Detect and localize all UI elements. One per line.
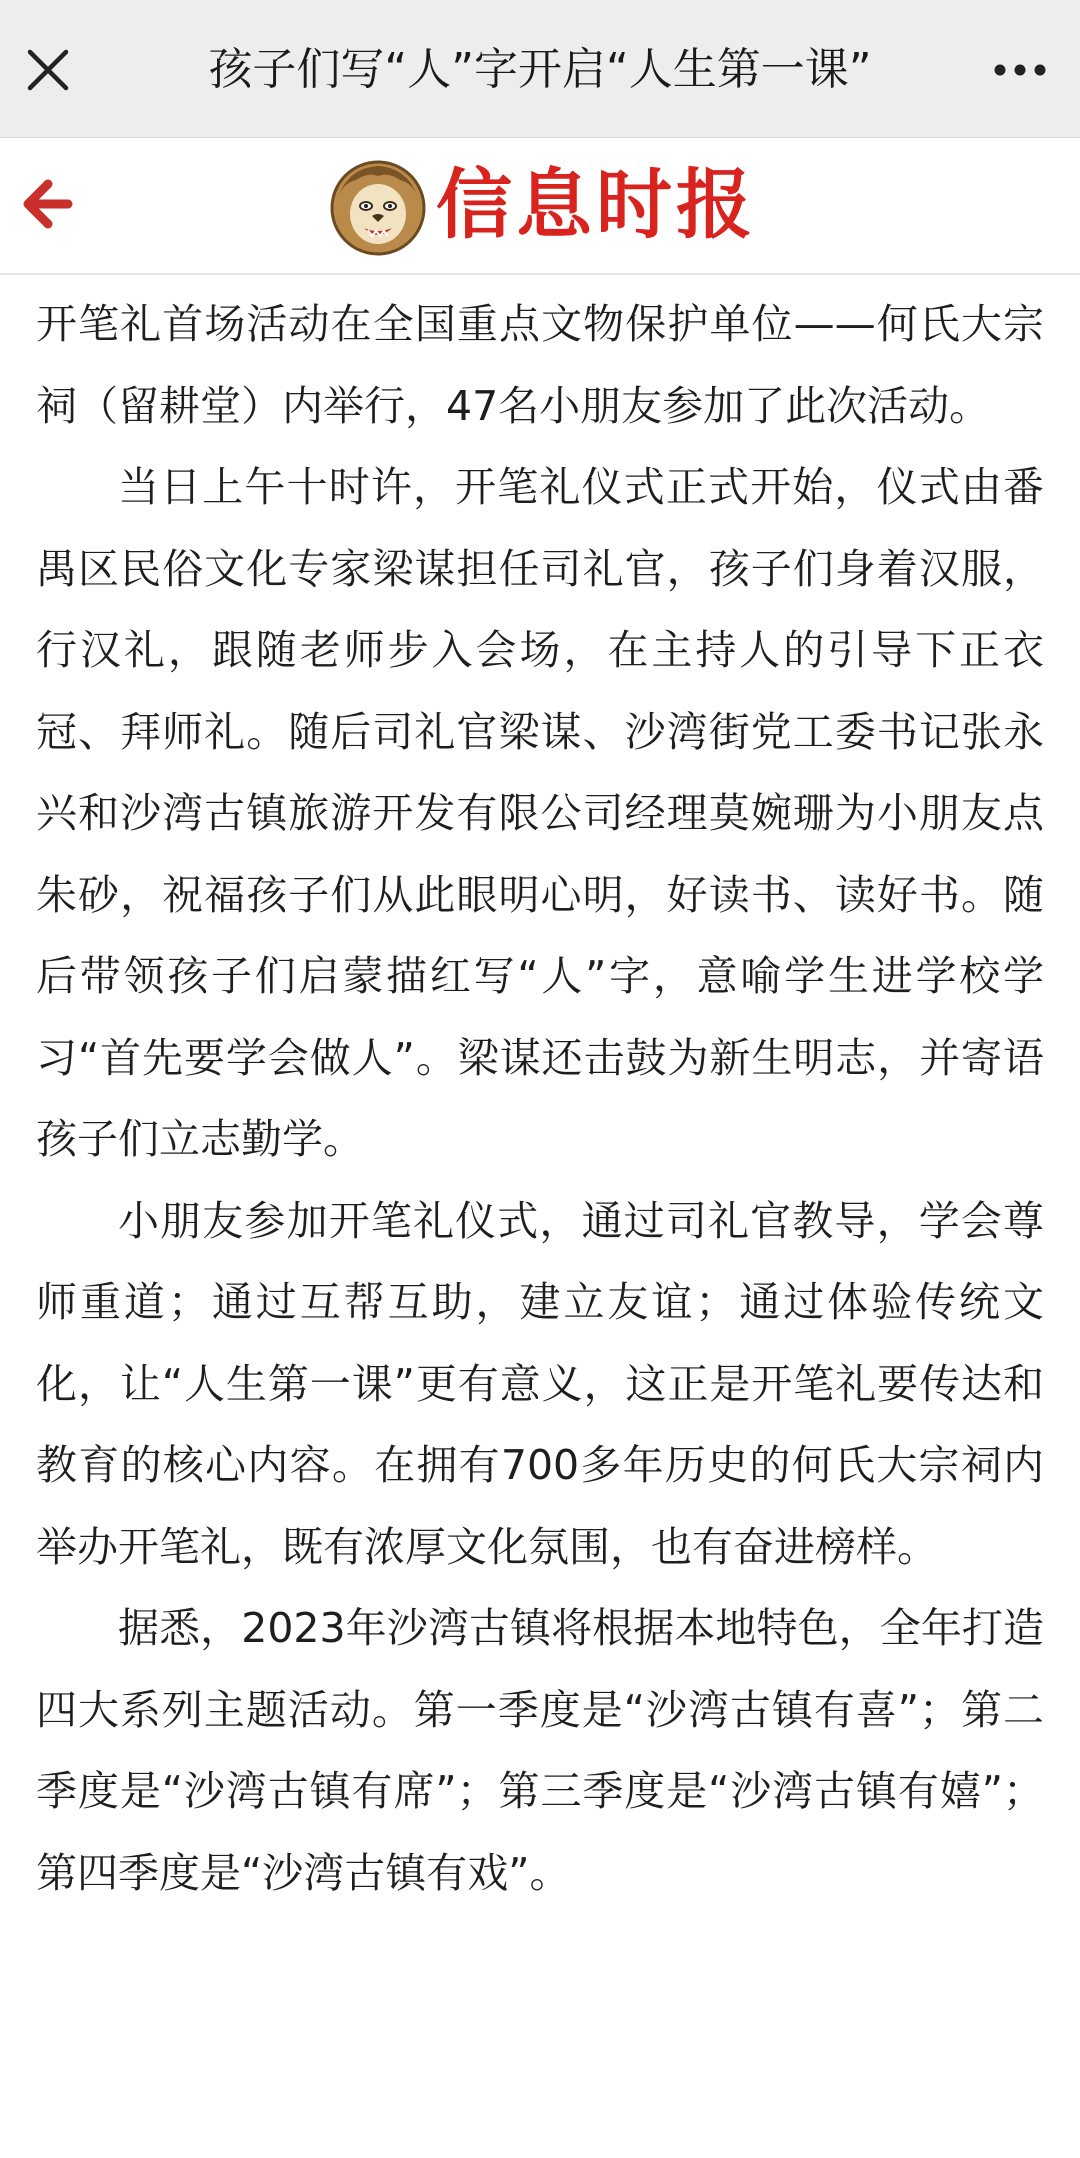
publication-header: [0, 138, 1080, 275]
article-paragraph: 据悉，2023年沙湾古镇将根据本地特色，全年打造四大系列主题活动。第一季度是“沙湾古镇有喜”；第二季度是“沙湾古镇有席”；第三季度是“沙湾古镇有嬉”；第四季度是“沙湾古镇有戏”。: [36, 1604, 1044, 1897]
publication-logo-text: 信息时报: [436, 160, 756, 249]
lion-logo-icon: [328, 158, 428, 258]
arrow-left-icon: [18, 174, 78, 234]
back-button[interactable]: [18, 174, 78, 234]
article-paragraph: 小朋友参加开笔礼仪式，通过司礼官教导，学会尊师重道；通过互帮互助，建立友谊；通过体验传统文化，让“人生第一课”更有意义，这正是开笔礼要传达和教育的核心内容。在拥有700多年历史的何氏大宗祠内举办开笔礼，既有浓厚文化氛围，也有奋进榜样。: [36, 1196, 1044, 1571]
article-paragraph: 开笔礼首场活动在全国重点文物保护单位——何氏大宗祠（留耕堂）内举行，47名小朋友参加了此次活动。: [36, 300, 1044, 430]
article-paragraph: 当日上午十时许，开笔礼仪式正式开始，仪式由番禺区民俗文化专家梁谋担任司礼官，孩子们身着汉服，行汉礼，跟随老师步入会场，在主持人的引导下正衣冠、拜师礼。随后司礼官梁谋、沙湾街党工委书记张永兴和沙湾古镇旅游开发有限公司经理莫婉珊为小朋友点朱砂，祝福孩子们从此眼明心明，好读书、读好书。随后带领孩子们启蒙描红写“人”字，意喻学生进学校学习“首先要学会做人”。梁谋还击鼓为新生明志，并寄语孩子们立志勤学。: [36, 463, 1044, 1163]
close-icon: [16, 38, 80, 102]
more-horizontal-icon: [980, 38, 1060, 102]
close-button[interactable]: [16, 38, 80, 102]
page-title: 孩子们写“人”字开启“人生第一课”: [208, 44, 872, 95]
more-options-button[interactable]: [980, 38, 1060, 102]
article-body: [36, 284, 1044, 1914]
top-bar: [0, 0, 1080, 138]
